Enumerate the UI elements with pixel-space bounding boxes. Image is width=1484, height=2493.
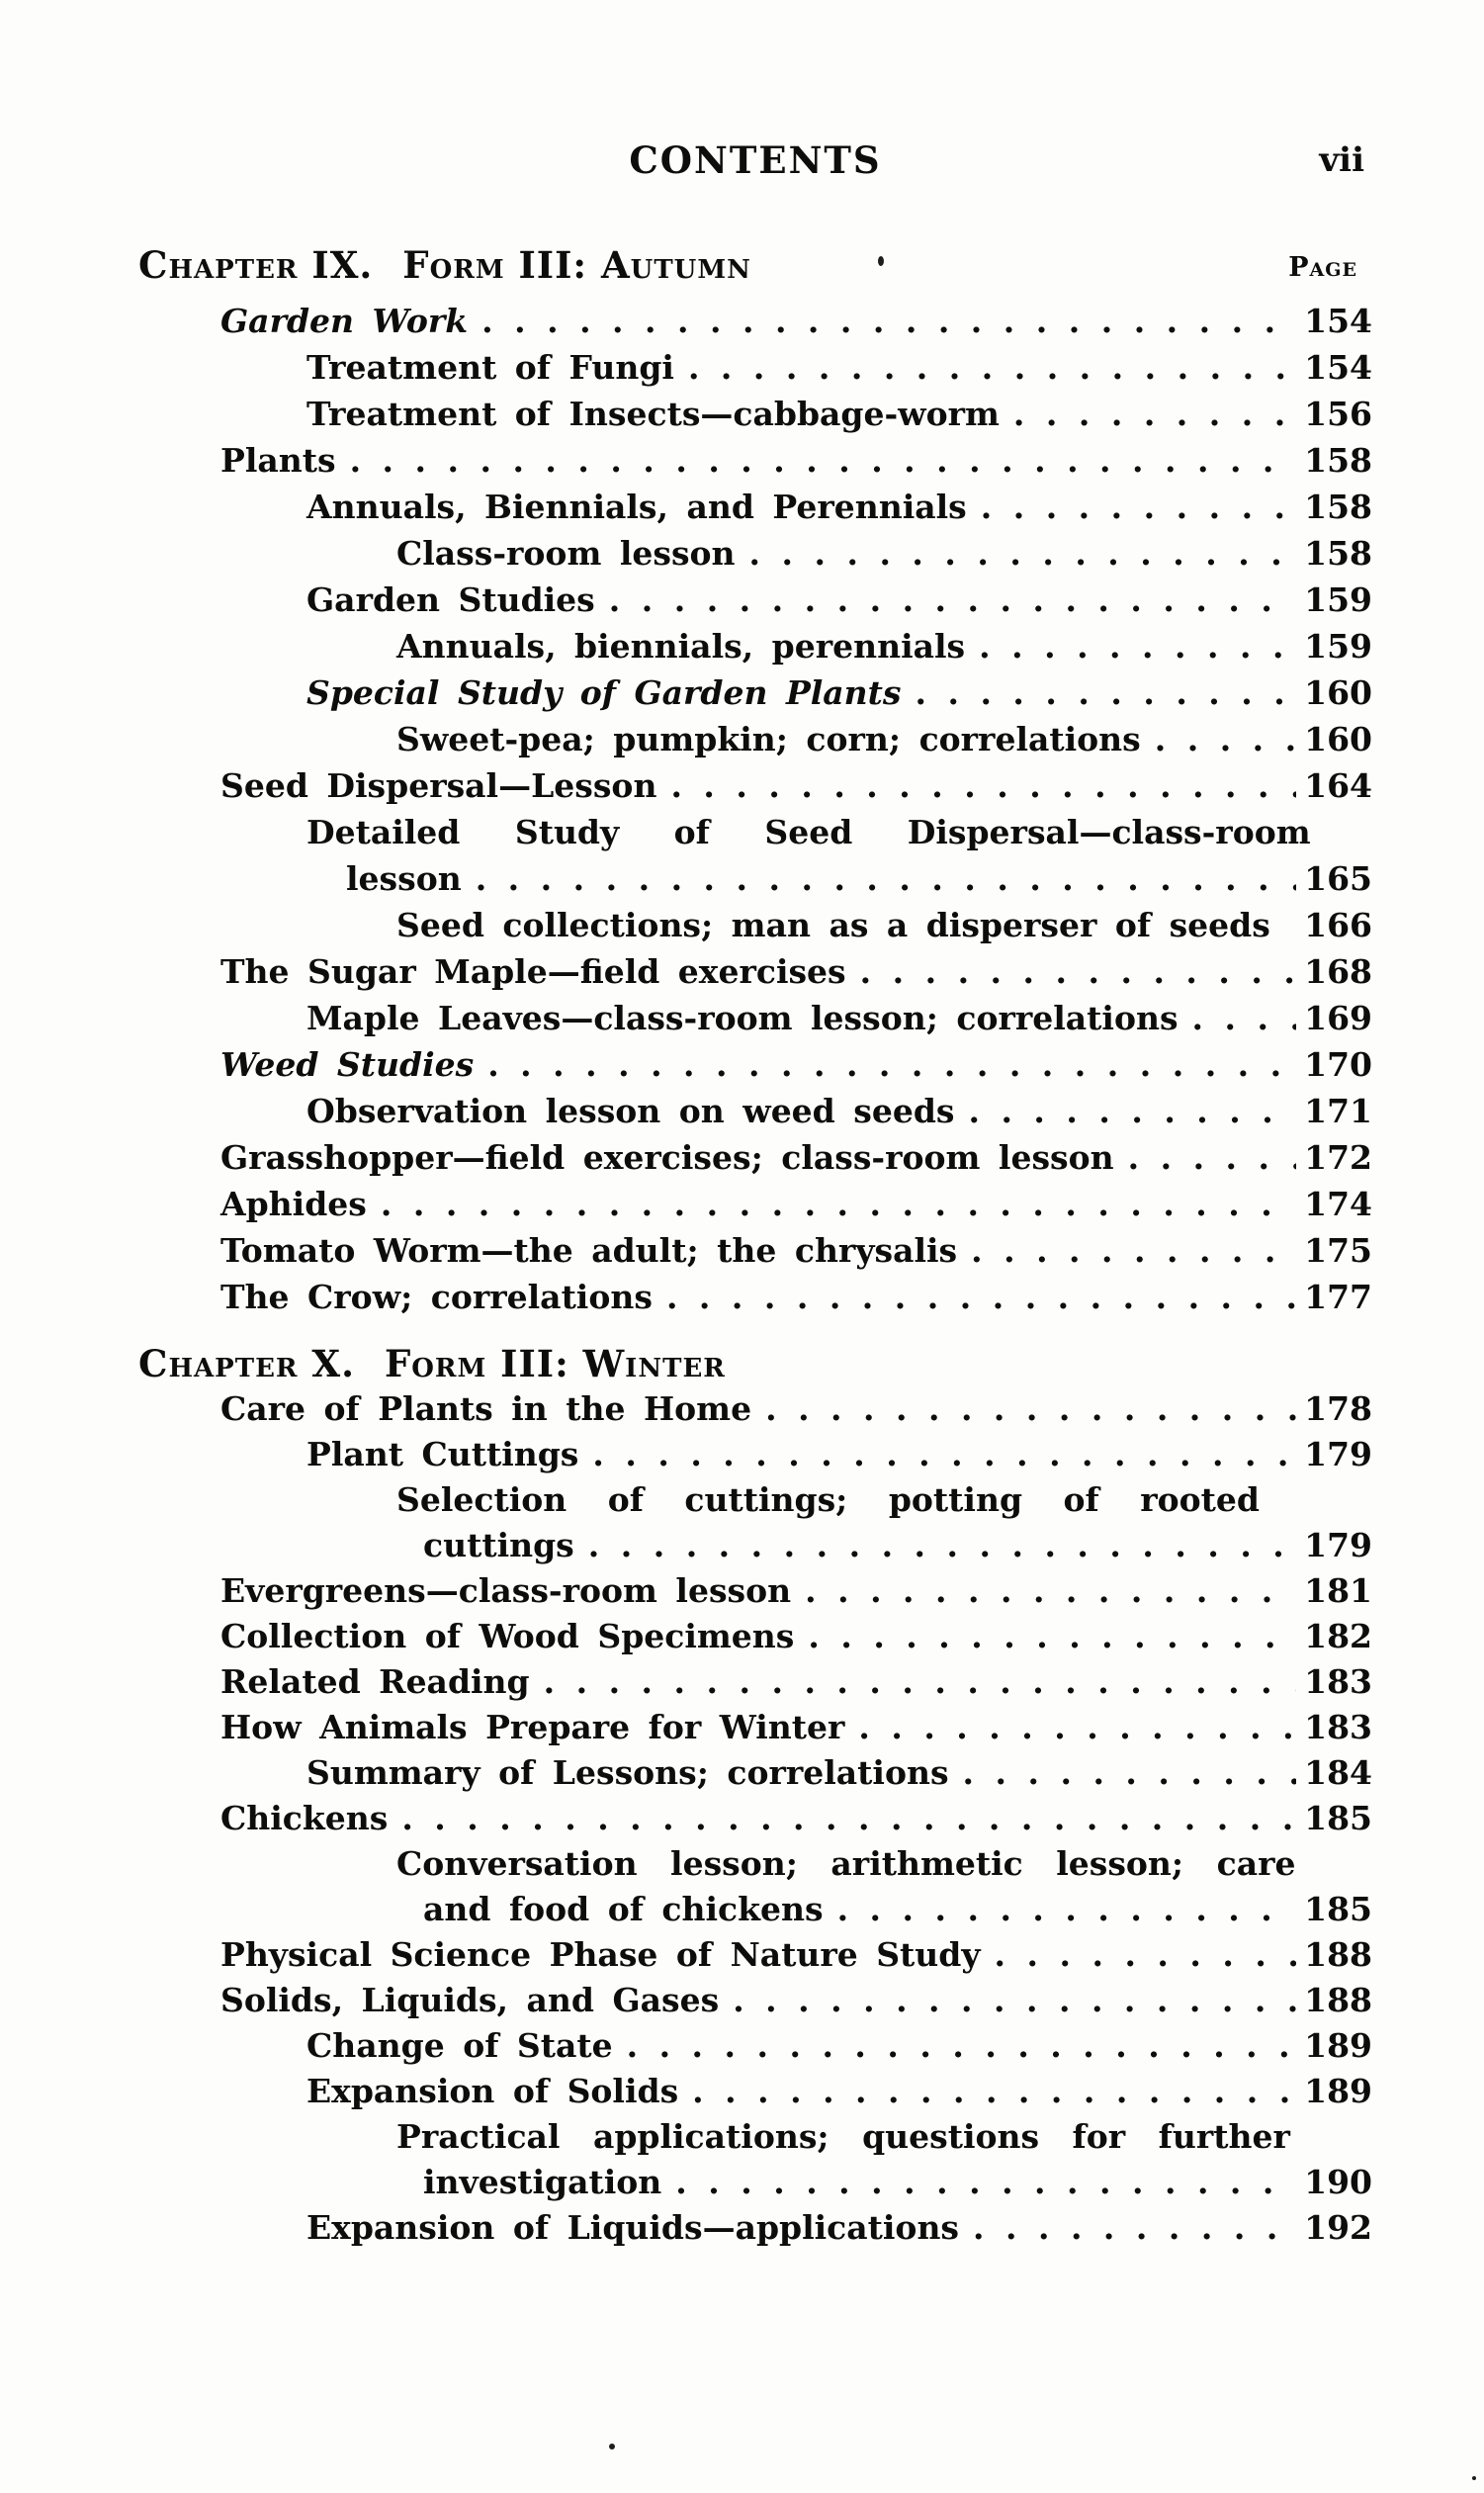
chapter-10-entries xyxy=(138,1386,1372,2251)
dot-leader xyxy=(670,762,1296,809)
dot-leader xyxy=(1128,1134,1297,1181)
chapter-heading xyxy=(138,243,1372,289)
toc-entry-label: Observation lesson on weed seeds xyxy=(306,1092,955,1130)
toc-entry xyxy=(138,1887,1372,1932)
toc-entry xyxy=(138,855,1372,902)
dot-leader xyxy=(837,1887,1297,1932)
toc-entry-label: investigation xyxy=(423,2163,662,2201)
toc-entry-label: Treatment of Insects—cabbage-worm xyxy=(306,395,1000,433)
toc-entry xyxy=(138,1614,1372,1659)
toc-entry-page: 181 xyxy=(1304,1571,1372,1610)
running-head xyxy=(138,140,1372,182)
toc-entry-label: and food of chickens xyxy=(423,1890,824,1928)
dot-leader xyxy=(688,344,1296,391)
toc-entry-label: Chickens xyxy=(220,1799,389,1837)
dot-leader xyxy=(1192,995,1297,1041)
toc-entry xyxy=(138,2023,1372,2069)
dot-leader xyxy=(1013,391,1296,437)
toc-entry-label: Sweet-pea; pumpkin; corn; correlations xyxy=(396,720,1141,758)
toc-entry xyxy=(138,669,1372,716)
dot-leader xyxy=(350,437,1297,484)
toc-entry-label: Detailed Study of Seed Dispersal—class-room xyxy=(306,813,1311,851)
toc-entry-label: Annuals, biennials, perennials xyxy=(396,627,966,666)
folio-number: vii xyxy=(1319,140,1364,180)
toc-entry xyxy=(138,995,1372,1041)
toc-entry-label: Summary of Lessons; correlations xyxy=(306,1753,949,1792)
dot-leader xyxy=(609,577,1296,623)
toc-entry-label: Grasshopper—field exercises; class-room lesson xyxy=(220,1138,1114,1177)
toc-entry-page: 159 xyxy=(1304,580,1372,619)
toc-entry-page: 169 xyxy=(1304,999,1372,1037)
toc-entry-page: 154 xyxy=(1304,302,1372,340)
toc-entry xyxy=(138,1386,1372,1432)
toc-entry-page: 158 xyxy=(1304,488,1372,526)
dot-leader xyxy=(627,2023,1297,2069)
toc-entry-page: 170 xyxy=(1304,1045,1372,1084)
chapter-heading-text xyxy=(138,1342,726,1385)
toc-entry-page: 188 xyxy=(1304,1935,1372,1974)
toc-entry-label: Care of Plants in the Home xyxy=(220,1389,752,1428)
toc-entry-page: 159 xyxy=(1304,627,1372,666)
toc-entry-label: Collection of Wood Specimens xyxy=(220,1617,795,1655)
toc-entry xyxy=(138,1932,1372,1978)
toc-entry xyxy=(138,1978,1372,2023)
dot-leader xyxy=(733,1978,1296,2023)
page-title: CONTENTS xyxy=(629,138,882,182)
toc-entry xyxy=(138,530,1372,577)
dot-leader xyxy=(858,1705,1296,1750)
toc-entry-page: 154 xyxy=(1304,348,1372,387)
toc-entry-label: Maple Leaves—class-room lesson; correlations xyxy=(306,999,1178,1037)
dot-leader xyxy=(487,1041,1296,1088)
toc-entry-label: Treatment of Fungi xyxy=(306,348,674,387)
toc-entry-page: 166 xyxy=(1304,906,1372,944)
toc-entry xyxy=(138,1841,1372,1887)
toc-entry-page: 190 xyxy=(1304,2163,1372,2201)
toc-entry xyxy=(138,1568,1372,1614)
dot-leader xyxy=(692,2069,1296,2114)
toc-entry-label: Expansion of Liquids—applications xyxy=(306,2208,960,2247)
toc-entry-page: 178 xyxy=(1304,1389,1372,1428)
toc-entry xyxy=(138,1088,1372,1134)
toc-entry-page: 182 xyxy=(1304,1617,1372,1655)
toc-entry-page: 192 xyxy=(1304,2208,1372,2247)
dot-leader xyxy=(860,948,1296,995)
toc-entry-page: 160 xyxy=(1304,720,1372,758)
toc-entry-label: Conversation lesson; arithmetic lesson; care xyxy=(396,1844,1296,1883)
dot-leader xyxy=(981,484,1296,530)
toc-entry xyxy=(138,1523,1372,1568)
dot-leader xyxy=(979,623,1296,669)
toc-entry xyxy=(138,1227,1372,1274)
chapter-heading xyxy=(138,1342,1372,1387)
dot-leader xyxy=(968,1088,1296,1134)
toc-entry xyxy=(138,437,1372,484)
toc-entry xyxy=(138,623,1372,669)
toc-entry-page: 160 xyxy=(1304,673,1372,712)
toc-entry-label: Solids, Liquids, and Gases xyxy=(220,1981,720,2019)
toc-entry xyxy=(138,577,1372,623)
chapter-title: Form III: Autumn xyxy=(402,243,751,287)
toc-entry-label: Plant Cuttings xyxy=(306,1435,579,1473)
toc-entry xyxy=(138,391,1372,437)
dot-leader xyxy=(401,1796,1296,1841)
toc-entry-label: Garden Work xyxy=(220,302,469,340)
dot-leader xyxy=(381,1181,1296,1227)
toc-entry-page: 175 xyxy=(1304,1231,1372,1270)
toc-entry xyxy=(138,1041,1372,1088)
toc-entry-page: 177 xyxy=(1304,1278,1372,1316)
toc-entry-label: cuttings xyxy=(423,1526,574,1564)
toc-entry-page: 179 xyxy=(1304,1526,1372,1564)
toc-entry-label: The Sugar Maple—field exercises xyxy=(220,952,846,991)
toc-entry-label: Tomato Worm—the adult; the chrysalis xyxy=(220,1231,958,1270)
chapter-9-entries xyxy=(138,298,1372,1320)
toc-entry-page: 185 xyxy=(1304,1799,1372,1837)
toc-entry-label: The Crow; correlations xyxy=(220,1278,653,1316)
toc-entry xyxy=(138,484,1372,530)
toc-entry xyxy=(138,1477,1372,1523)
toc-entry-label: Change of State xyxy=(306,2026,613,2065)
toc-entry-page: 156 xyxy=(1304,395,1372,433)
chapter-heading-text xyxy=(138,243,751,287)
toc-entry-label: Aphides xyxy=(220,1185,367,1223)
toc-entry-label: Plants xyxy=(220,441,336,480)
toc-entry-page: 174 xyxy=(1304,1185,1372,1223)
toc-entry xyxy=(138,2205,1372,2251)
toc-entry xyxy=(138,1432,1372,1477)
dot-leader xyxy=(973,2205,1296,2251)
toc-entry xyxy=(138,1659,1372,1705)
toc-entry-label: Weed Studies xyxy=(220,1045,475,1084)
dot-leader xyxy=(749,530,1297,577)
toc-entry-label: Physical Science Phase of Nature Study xyxy=(220,1935,981,1974)
toc-entry-label: Class-room lesson xyxy=(396,534,736,573)
dot-leader xyxy=(588,1523,1296,1568)
dot-leader xyxy=(592,1432,1296,1477)
toc-entry-page: 158 xyxy=(1304,441,1372,480)
dot-leader xyxy=(808,1614,1296,1659)
dot-leader xyxy=(481,298,1296,344)
toc-entry-page: 158 xyxy=(1304,534,1372,573)
toc-entry xyxy=(138,2114,1372,2160)
toc-entry-label: Special Study of Garden Plants xyxy=(306,673,902,712)
toc-entry-label: Selection of cuttings; potting of rooted xyxy=(396,1480,1260,1519)
toc-entry-page: 171 xyxy=(1304,1092,1372,1130)
toc-entry-label: Seed Dispersal—Lesson xyxy=(220,766,657,805)
toc-entry-page: 183 xyxy=(1304,1662,1372,1701)
dot-leader xyxy=(765,1386,1296,1432)
chapter-number: Chapter IX. xyxy=(138,243,374,287)
toc-entry-page: 185 xyxy=(1304,1890,1372,1928)
toc-entry-page: 188 xyxy=(1304,1981,1372,2019)
toc-entry xyxy=(138,298,1372,344)
dot-leader xyxy=(963,1750,1297,1796)
toc-entry-label: lesson xyxy=(346,859,462,898)
toc-entry-label: Garden Studies xyxy=(306,580,595,619)
dot-leader xyxy=(675,2160,1296,2205)
dot-leader xyxy=(916,669,1297,716)
toc-entry xyxy=(138,902,1372,948)
toc-entry xyxy=(138,2160,1372,2205)
ink-speck xyxy=(1472,2476,1476,2480)
toc-entry-page: 184 xyxy=(1304,1753,1372,1792)
ink-speck xyxy=(609,2444,615,2449)
ink-speck xyxy=(878,256,884,266)
toc-entry-label: Practical applications; questions for further xyxy=(396,2117,1290,2156)
toc-entry-page: 165 xyxy=(1304,859,1372,898)
toc-entry-page: 168 xyxy=(1304,952,1372,991)
toc-entry-page: 179 xyxy=(1304,1435,1372,1473)
toc-entry xyxy=(138,2069,1372,2114)
toc-entry xyxy=(138,1705,1372,1750)
toc-entry-label: Seed collections; man as a disperser of seeds xyxy=(396,906,1270,944)
dot-leader xyxy=(476,855,1296,902)
toc-entry-label: Related Reading xyxy=(220,1662,530,1701)
chapter-number: Chapter X. xyxy=(138,1342,355,1385)
toc-entry-page: 189 xyxy=(1304,2026,1372,2065)
toc-entry xyxy=(138,762,1372,809)
dot-leader xyxy=(805,1568,1296,1614)
page-column-label: Page xyxy=(1288,252,1357,283)
toc-entry xyxy=(138,1796,1372,1841)
toc-entry-page: 172 xyxy=(1304,1138,1372,1177)
dot-leader xyxy=(971,1227,1296,1274)
toc-entry xyxy=(138,948,1372,995)
toc-entry xyxy=(138,344,1372,391)
toc-entry-label: Annuals, Biennials, and Perennials xyxy=(306,488,967,526)
toc-entry xyxy=(138,1750,1372,1796)
chapter-title: Form III: Winter xyxy=(384,1342,726,1385)
toc-entry xyxy=(138,809,1372,855)
toc-entry-label: Expansion of Solids xyxy=(306,2072,679,2110)
dot-leader xyxy=(995,1932,1297,1978)
dot-leader xyxy=(1155,716,1296,762)
toc-entry xyxy=(138,716,1372,762)
dot-leader xyxy=(544,1659,1296,1705)
toc-entry-label: How Animals Prepare for Winter xyxy=(220,1708,845,1746)
toc-entry xyxy=(138,1134,1372,1181)
dot-leader xyxy=(666,1274,1296,1320)
toc-entry xyxy=(138,1274,1372,1320)
toc-entry-label: Evergreens—class-room lesson xyxy=(220,1571,792,1610)
toc-entry-page: 189 xyxy=(1304,2072,1372,2110)
toc-entry-page: 183 xyxy=(1304,1708,1372,1746)
toc-entry xyxy=(138,1181,1372,1227)
toc-entry-page: 164 xyxy=(1304,766,1372,805)
